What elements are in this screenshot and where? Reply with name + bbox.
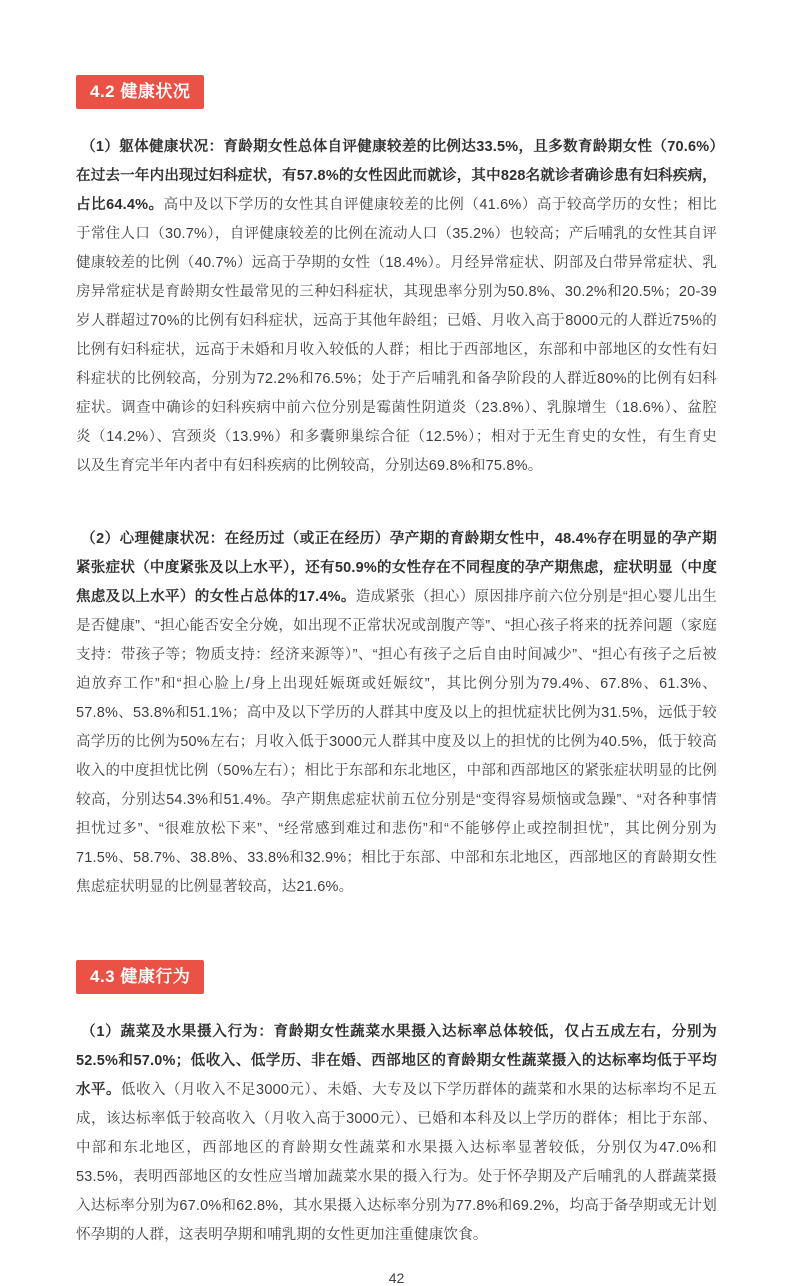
section-health-status [76,75,717,902]
paragraph-mental-health-body: 造成紧张（担心）原因排序前六位分别是“担心婴儿出生是否健康”、“担心能否安全分娩，如出现不正常状况或剖腹产等”、“担心孩子将来的抚养问题（家庭支持：带孩子等；物质支持：经济来源等）”、“担心有孩子之后自由时间减少”、“担心有孩子之后被迫放弃工作”和“担心脸上/身上出现妊娠斑或妊娠纹”，其比例分别为79.4%、67.8%、61.3%、57.8%、53.8%和51.1%；高中及以下学历的人群其中度及以上的担忧症状比例为31.5%，远低于较高学历的比例为50%左右；月收入低于3000元人群其中度及以上的担忧的比例为40.5%，低于较高收入的中度担忧比例（50%左右）；相比于东部和东北地区，中部和西部地区的紧张症状明显的比例较高，分别达54.3%和51.4%。孕产期焦虑症状前五位分别是“变得容易烦恼或急躁”、“对各种事情担忧过多”、“很难放松下来”、“经常感到难过和悲伤”和“不能够停止或控制担忧”，其比例分别为71.5%、58.7%、38.8%、33.8%和32.9%；相比于东部、中部和东北地区，西部地区的育龄期女性焦虑症状明显的比例显著较高，达21.6%。 [76,589,718,895]
paragraph-physical-health [76,133,717,481]
section-health-behavior [76,960,717,1250]
section-heading-text: 4.2 健康状况 [90,82,191,101]
page-footer [76,1250,717,1286]
paragraph-diet-behavior-lead: （1）蔬菜及水果摄入行为：育龄期女性蔬菜水果摄入达标率总体较低，仅占五成左右，分别为52.5%和57.0%；低收入、低学历、非在婚、西部地区的育龄期女性蔬菜摄入的达标率均低于平均水平。 [76,1024,717,1098]
page-number: 42 [388,1270,405,1286]
section-heading-badge-4-2 [76,75,204,109]
paragraph-physical-health-lead: （1）躯体健康状况：育龄期女性总体自评健康较差的比例达33.5%，且多数育龄期女性（70.6%）在过去一年内出现过妇科症状，有57.8%的女性因此而就诊，其中828名就诊者确诊患有妇科疾病，占比64.4%。 [76,139,717,213]
paragraph-mental-health-lead: （2）心理健康状况：在经历过（或正在经历）孕产期的育龄期女性中，48.4%存在明显的孕产期紧张症状（中度紧张及以上水平），还有50.9%的女性存在不同程度的孕产期焦虑，症状明显（中度焦虑及以上水平）的女性占总体的17.4%。 [76,531,717,605]
paragraph-mental-health [76,525,717,902]
section-heading-badge-4-3 [76,960,204,994]
paragraph-diet-behavior-body: 低收入（月收入不足3000元）、未婚、大专及以下学历群体的蔬菜和水果的达标率均不足五成，该达标率低于较高收入（月收入高于3000元）、已婚和本科及以上学历的群体；相比于东部、中部和东北地区，西部地区的育龄期女性蔬菜和水果摄入达标率显著较低，分别仅为47.0%和53.5%，表明西部地区的女性应当增加蔬菜水果的摄入行为。处于怀孕期及产后哺乳的人群蔬菜摄入达标率分别为67.0%和62.8%，其水果摄入达标率分别为77.8%和69.2%，均高于备孕期或无计划怀孕期的人群，这表明孕期和哺乳期的女性更加注重健康饮食。 [76,1082,717,1243]
section-heading-text: 4.3 健康行为 [90,967,191,986]
paragraph-physical-health-body: 高中及以下学历的女性其自评健康较差的比例（41.6%）高于较高学历的女性；相比于常住人口（30.7%），自评健康较差的比例在流动人口（35.2%）也较高；产后哺乳的女性其自评健康较差的比例（40.7%）远高于孕期的女性（18.4%）。月经异常症状、阴部及白带异常症状、乳房异常症状是育龄期女性最常见的三种妇科症状，其现患率分别为50.8%、30.2%和20.5%；20-39岁人群超过70%的比例有妇科症状，远高于其他年龄组；已婚、月收入高于8000元的人群近75%的比例有妇科症状，远高于未婚和月收入较低的人群；相比于西部地区，东部和中部地区的女性有妇科症状的比例较高，分别为72.2%和76.5%；处于产后哺乳和备孕阶段的人群近80%的比例有妇科症状。调查中确诊的妇科疾病中前六位分别是霉菌性阴道炎（23.8%）、乳腺增生（18.6%）、盆腔炎（14.2%）、宫颈炎（13.9%）和多囊卵巢综合征（12.5%）；相对于无生育史的女性，有生育史以及生育完半年内者中有妇科疾病的比例较高，分别达69.8%和75.8%。 [76,197,717,474]
paragraph-diet-behavior [76,1018,717,1250]
